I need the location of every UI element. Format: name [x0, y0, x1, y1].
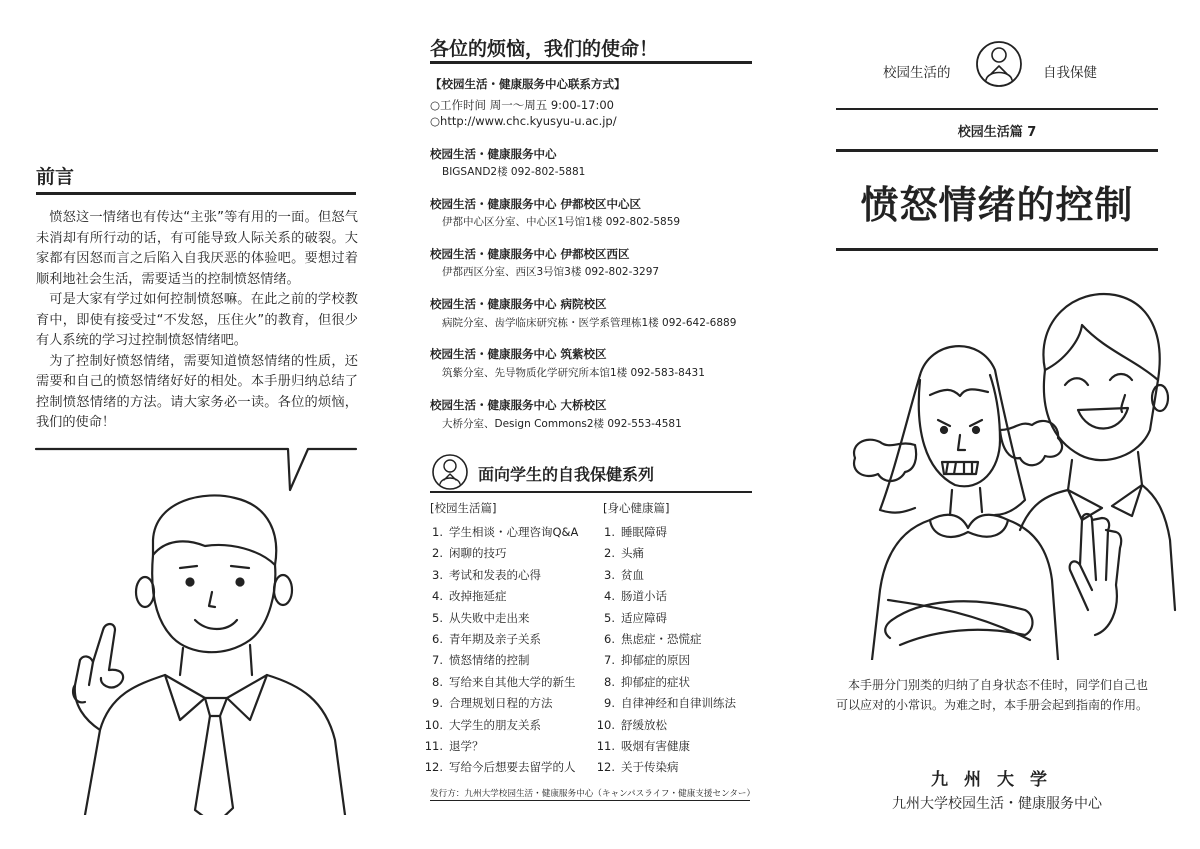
list-item: 1. 睡眠障碍	[604, 525, 667, 539]
list-item: 12. 写给今后想要去留学的人	[424, 760, 576, 775]
list-item: 3. 考试和发表的心得	[432, 567, 541, 582]
list-item: 8. 写给来自其他大学的新生	[432, 674, 576, 689]
list-item: 9. 合理规划日程的方法	[432, 696, 553, 711]
university-name: 九州大学	[931, 770, 1063, 790]
series-title: 面向学生的自我保健系列	[478, 465, 655, 484]
branch-address: 伊都中心区分室、中心区1号馆1楼 092-802-5859	[442, 216, 681, 228]
list-item: 2. 闲聊的技巧	[432, 546, 507, 561]
angry-student-illustration	[820, 280, 1180, 660]
branch-name: 校园生活・健康服务中心 伊都校区中心区	[430, 197, 642, 211]
list-item: 12. 关于传染病	[596, 760, 679, 775]
preface-title: 前言	[36, 166, 75, 188]
branch-address: 伊都西区分室、西区3号馆3楼 092-802-3297	[442, 266, 660, 278]
list-item: 11. 退学？	[424, 738, 484, 753]
health-list-heading: [身心健康篇]	[603, 501, 670, 515]
series-label: 校园生活篇 7	[957, 125, 1037, 140]
list-item: 11. 吸烟有害健康	[596, 738, 690, 753]
middle-title-rule	[430, 61, 752, 64]
contact-heading: 【校园生活・健康服务中心联系方式】	[430, 77, 626, 91]
main-title: 愤怒情绪的控制	[860, 183, 1134, 227]
list-item: 8. 抑郁症的症状	[604, 674, 690, 689]
series-rule	[430, 491, 752, 493]
list-item: 4. 肠道小话	[604, 589, 667, 604]
branch-name: 校园生活・健康服务中心 筑紫校区	[430, 347, 607, 361]
list-item: 7. 愤怒情绪的控制	[432, 653, 530, 668]
preface-paragraph-2: 可是大家有学过如何控制愤怒嘛。在此之前的学校教育中，即使有接受过“不发怒，压住火”的教育，但很少有人系统的学习过控制愤怒情绪吧。	[36, 292, 358, 348]
campus-list-heading: [校园生活篇]	[430, 501, 497, 515]
branch-name: 校园生活・健康服务中心	[430, 147, 557, 161]
handbook-description: 本手册分门别类的归纳了自身状态不佳时，同学们自己也可以应对的小常识。为难之时，本手册会起到指南的作用。	[836, 678, 1149, 712]
preface-top-rule	[36, 192, 356, 195]
list-item: 4. 改掉拖延症	[432, 589, 507, 604]
list-item: 5. 从失败中走出来	[432, 610, 530, 625]
main-title-rule	[836, 248, 1158, 251]
publisher-rule	[430, 800, 750, 801]
branch-name: 校园生活・健康服务中心 大桥校区	[430, 398, 607, 412]
series-label-top-rule	[836, 108, 1158, 110]
list-item: 9. 自律神经和自律训练法	[604, 696, 736, 711]
list-item: 6. 青年期及亲子关系	[432, 631, 541, 646]
preface-body	[36, 208, 358, 434]
brand-text-left: 校园生活的	[883, 65, 951, 81]
list-item: 1. 学生相谈・心理咨询Q&A	[432, 525, 579, 539]
center-name: 九州大学校园生活・健康服务中心	[892, 796, 1102, 812]
self-care-logo-icon	[973, 38, 1025, 90]
list-item: 10. 舒缓放松	[596, 717, 667, 732]
list-item: 10. 大学生的朋友关系	[424, 717, 541, 732]
list-item: 6. 焦虑症・恐慌症	[604, 631, 702, 646]
office-hours: ○工作时间 周一～周五 9:00-17:00	[430, 98, 614, 112]
publisher-note: 发行方：九州大学校园生活・健康服务中心（キャンパスライフ・健康支援センター）	[430, 789, 756, 799]
branch-address: 大桥分室、Design Commons2楼 092-553-4581	[442, 418, 682, 430]
series-label-bottom-rule	[836, 149, 1158, 152]
website-link[interactable]: ○http://www.chc.kyusyu-u.ac.jp/	[430, 114, 617, 128]
branch-name: 校园生活・健康服务中心 伊都校区西区	[430, 247, 630, 261]
health-list	[596, 524, 736, 781]
list-item: 2. 头痛	[604, 546, 644, 561]
branch-address: 筑紫分室、先导物质化学研究所本馆1楼 092-583-8431	[442, 367, 705, 379]
list-item: 7. 抑郁症的原因	[604, 653, 690, 668]
list-item: 3. 贫血	[604, 567, 644, 582]
student-pointing-illustration	[55, 480, 355, 815]
preface-paragraph-3: 为了控制好愤怒情绪，需要知道愤怒情绪的性质，还需要和自己的愤怒情绪好好的相处。本手册归纳总结了控制愤怒情绪的方法。请大家务必一读。各位的烦恼，我们的使命！	[36, 353, 358, 430]
list-item: 5. 适应障碍	[604, 610, 667, 625]
self-care-mascot-icon	[430, 452, 470, 492]
brand-text-right: 自我保健	[1043, 65, 1097, 81]
middle-title: 各位的烦恼，我们的使命！	[430, 38, 659, 60]
branch-name: 校园生活・健康服务中心 病院校区	[430, 297, 607, 311]
preface-paragraph-1: 愤怒这一情绪也有传达“主张”等有用的一面。但怒气未消却有所行动的话，有可能导致人际关系的破裂。大家都有因怒而言之后陷入自我厌恶的体验吧。要想过着顺利地社会生活，需要适当的控制愤怒情绪。	[36, 210, 358, 287]
branch-address: 病院分室、齿学临床研究栋・医学系管理栋1楼 092-642-6889	[442, 317, 737, 329]
branch-address: BIGSAND2楼 092-802-5881	[442, 166, 586, 178]
campus-list	[424, 524, 578, 781]
